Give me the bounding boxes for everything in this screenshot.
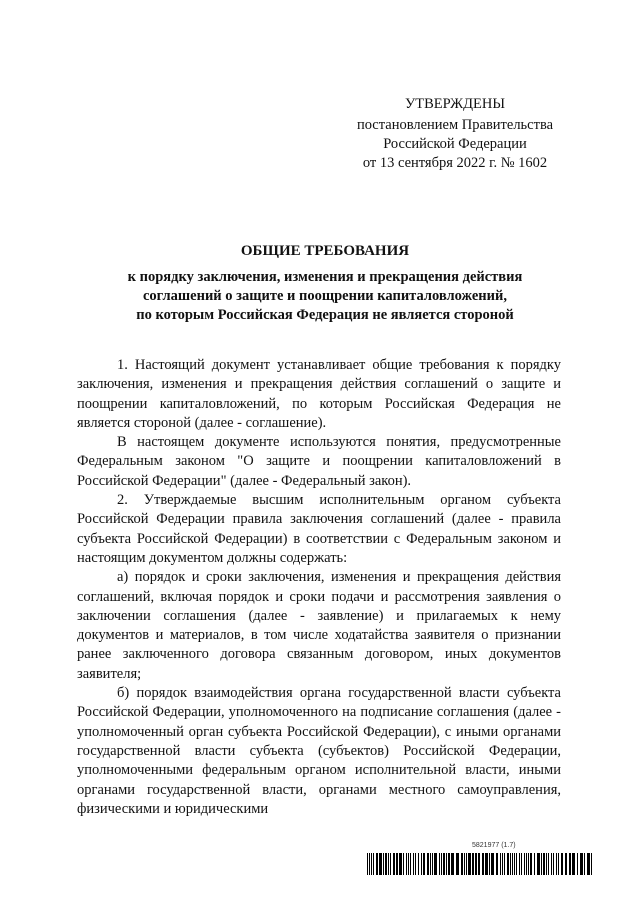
document-body bbox=[77, 356, 561, 819]
paragraph: б) порядок взаимодействия органа государственной власти субъекта Российской Федерации, уполномоченного на подписание соглашения (далее - уполномоченный орган субъекта Российской Федерации), с иными органами государственной власти субъекта (субъектов) Российской Федерации, уполномоченными федеральным органом исполнительной власти, иными органами государственной власти, органами местного самоуправления, физическими и юридическими bbox=[77, 685, 561, 817]
document-title: ОБЩИЕ ТРЕБОВАНИЯ bbox=[240, 243, 410, 259]
paragraph: 2. Утверждаемые высшим исполнительным органом субъекта Российской Федерации правила заключения соглашений (далее - правила субъекта Российской Федерации) в соответствии с Федеральным законом и настоящим документом должны содержать: bbox=[77, 492, 561, 566]
approval-line: Российской Федерации bbox=[383, 136, 527, 152]
subtitle-line: соглашений о защите и поощрении капиталовложений, bbox=[143, 288, 507, 304]
barcode bbox=[367, 853, 592, 875]
paragraph: а) порядок и сроки заключения, изменения и прекращения действия соглашений, включая порядок и сроки подачи и рассмотрения заявления о заключении соглашения (далее - заявление) и прилагаемых к нему документов и материалов, в том числе ходатайства заявителя о признании ранее заключенного договора связанным договором, иных документов заявителя; bbox=[77, 569, 561, 682]
document-subtitle bbox=[60, 268, 590, 325]
subtitle-line: к порядку заключения, изменения и прекращения действия bbox=[127, 269, 523, 285]
paragraph: В настоящем документе используются понятия, предусмотренные Федеральным законом "О защите и поощрении капиталовложений в Российской Федерации" (далее - Федеральный закон). bbox=[77, 434, 561, 489]
approval-heading: УТВЕРЖДЕНЫ bbox=[404, 96, 506, 112]
document-code: 5821977 (1.7) bbox=[472, 842, 516, 849]
subtitle-line: по которым Российская Федерация не является стороной bbox=[136, 307, 514, 323]
approval-line: постановлением Правительства bbox=[356, 117, 554, 133]
paragraph: 1. Настоящий документ устанавливает общие требования к порядку заключения, изменения и прекращения действия соглашений о защите и поощрении капиталовложений, по которым Российская Федерация не является стороной (далее - соглашение). bbox=[77, 357, 561, 431]
approval-date-line: от 13 сентября 2022 г. № 1602 bbox=[362, 155, 548, 171]
approval-stamp bbox=[340, 95, 570, 173]
